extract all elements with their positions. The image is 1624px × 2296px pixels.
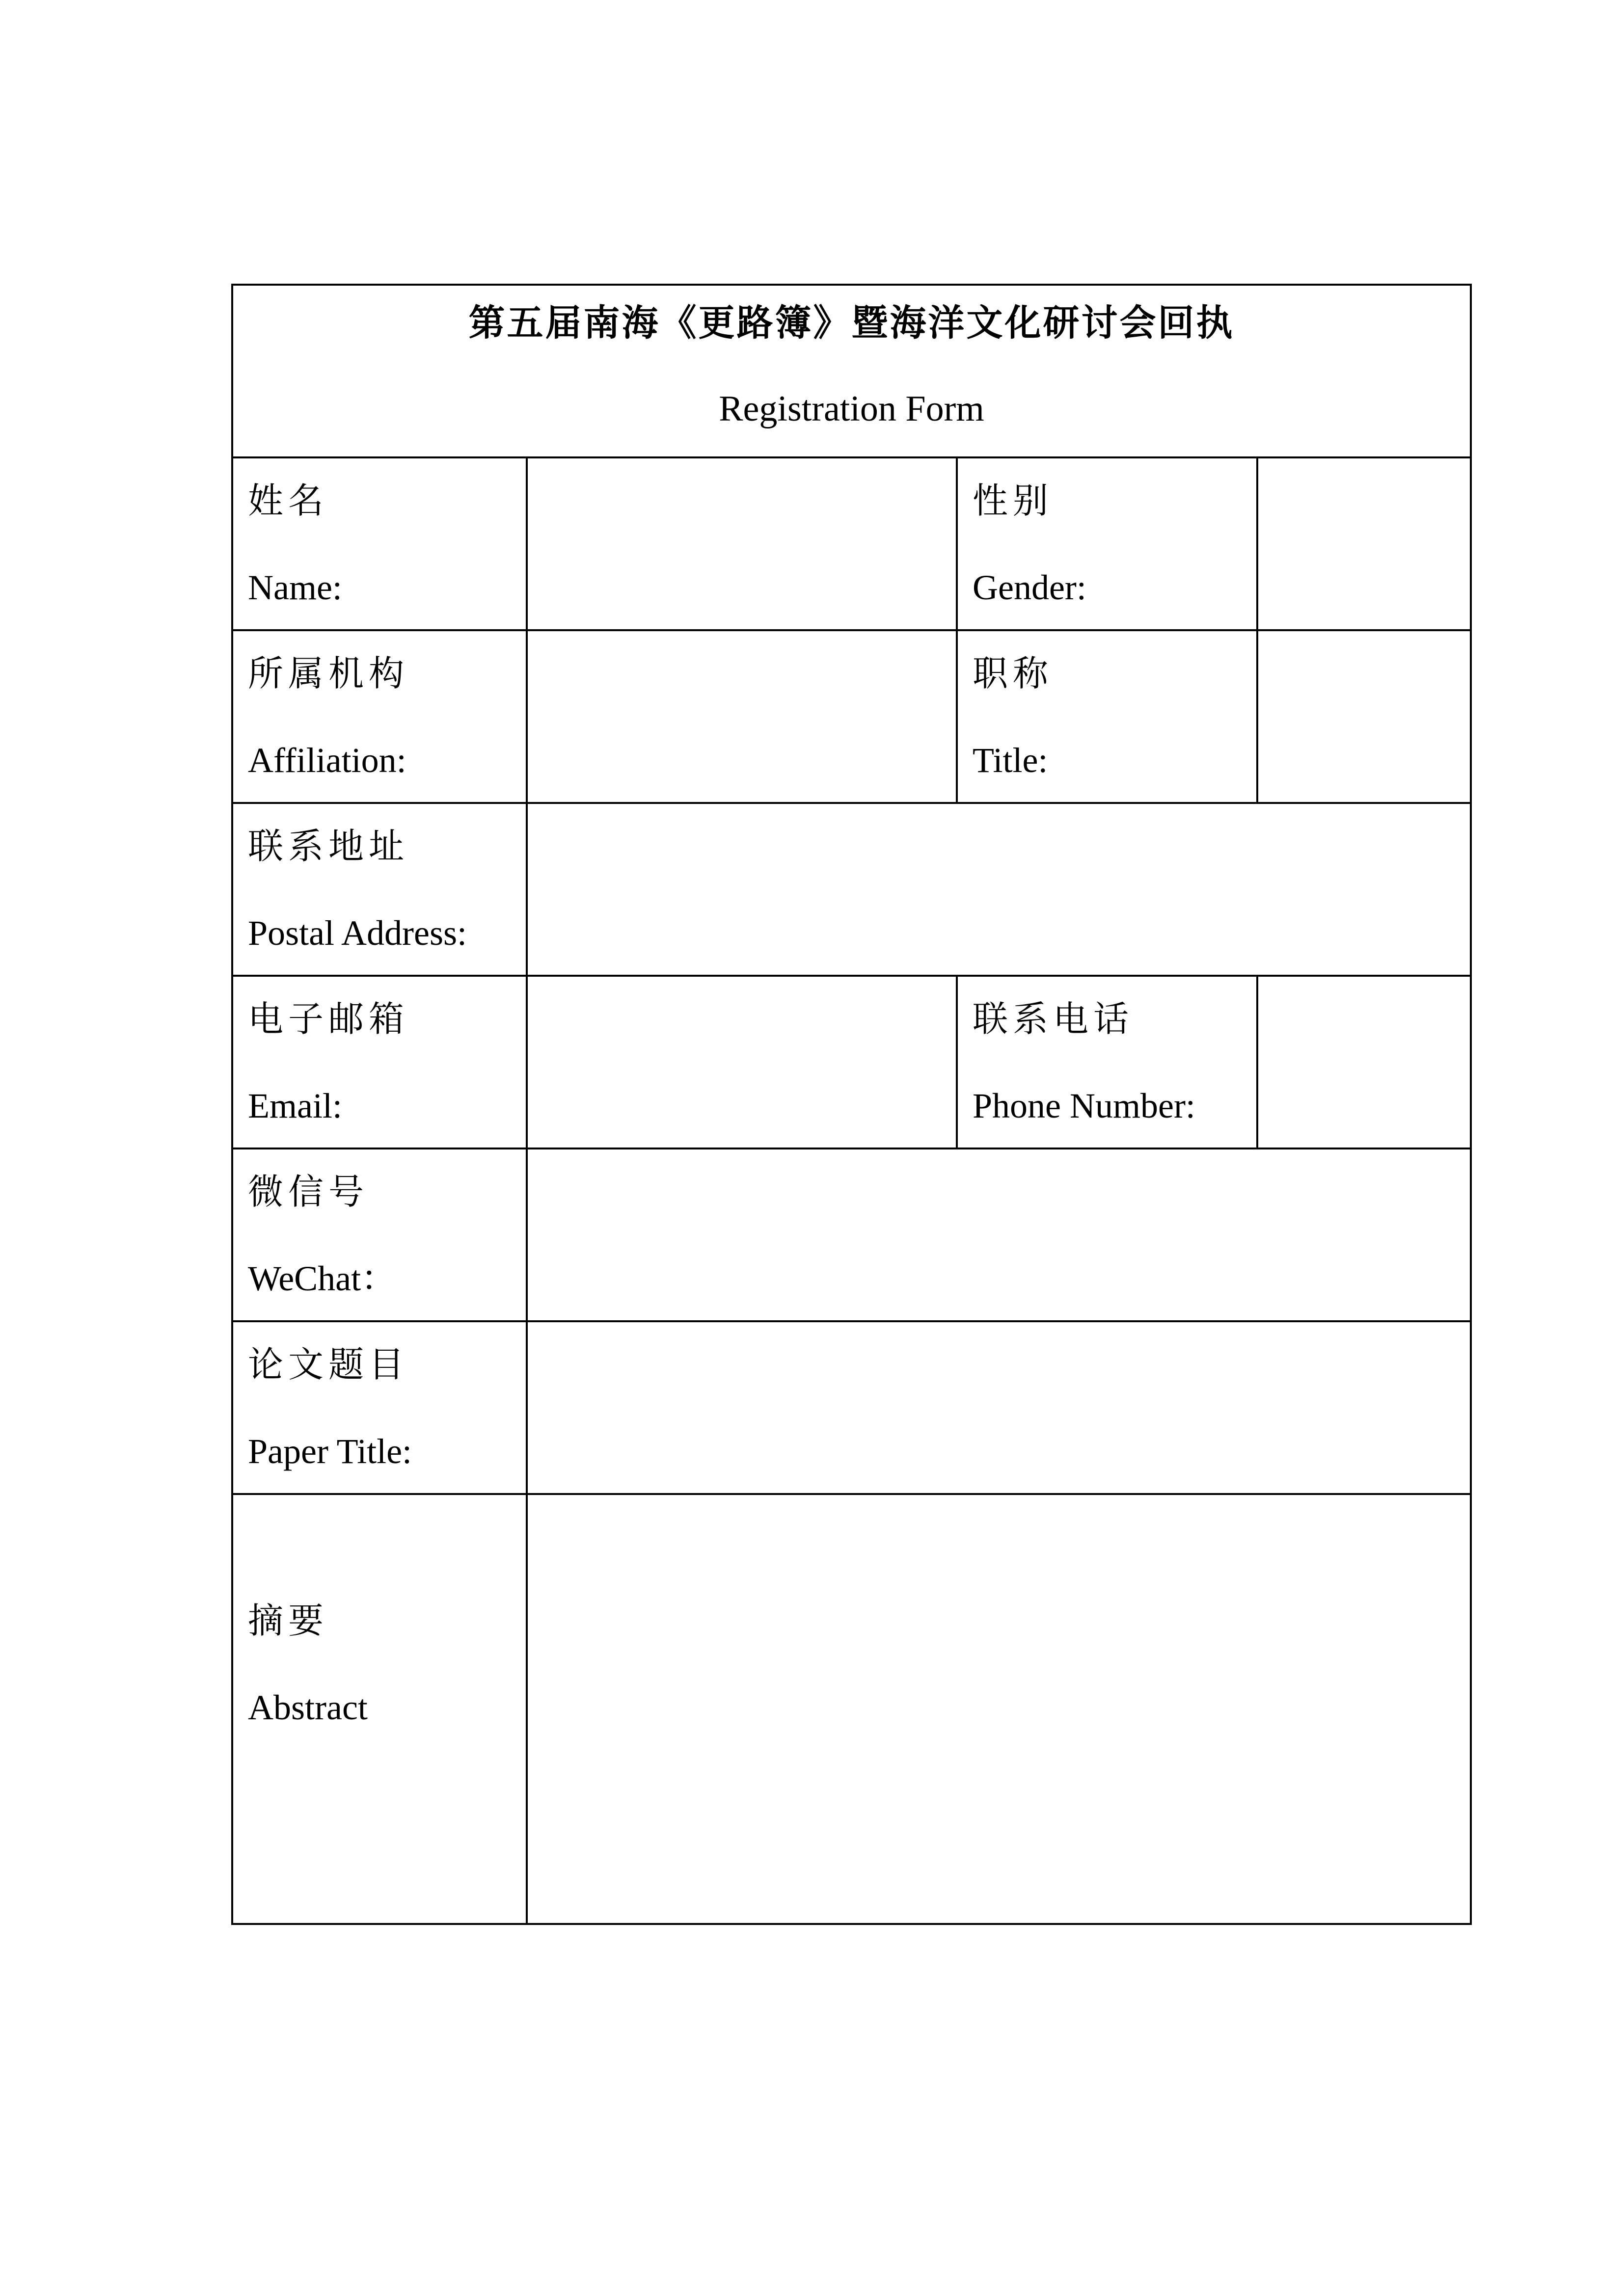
row-name-gender <box>232 457 1471 630</box>
wechat-value[interactable] <box>528 1149 1470 1320</box>
phone-label-cn: 联系电话 <box>973 998 1134 1040</box>
email-field[interactable] <box>527 976 957 1148</box>
gender-field[interactable] <box>1257 457 1471 630</box>
abstract-label-en: Abstract <box>248 1688 368 1727</box>
phone-label <box>957 976 1257 1148</box>
row-postal-address <box>232 803 1471 976</box>
name-label-en: Name: <box>248 568 342 607</box>
form-title-english: Registration Form <box>719 389 984 429</box>
gender-label-en: Gender: <box>973 568 1086 607</box>
name-label-cn: 姓名 <box>248 480 329 521</box>
email-value[interactable] <box>528 977 956 1148</box>
wechat-label-en: WeChat： <box>248 1259 397 1298</box>
affiliation-field[interactable] <box>527 630 957 803</box>
paper-title-label-en: Paper Title: <box>248 1432 412 1471</box>
paper-title-label-cn: 论文题目 <box>248 1344 409 1385</box>
row-abstract <box>232 1494 1471 1924</box>
job-title-field[interactable] <box>1257 630 1471 803</box>
registration-form-table <box>231 284 1472 1925</box>
phone-value[interactable] <box>1258 977 1470 1148</box>
postal-address-value[interactable] <box>528 804 1470 975</box>
form-title-chinese: 第五届南海《更路簿》暨海洋文化研讨会回执 <box>468 303 1235 344</box>
affiliation-value[interactable] <box>528 631 956 802</box>
abstract-field[interactable] <box>527 1494 1471 1924</box>
paper-title-label <box>232 1321 527 1494</box>
job-title-label <box>957 630 1257 803</box>
row-paper-title <box>232 1321 1471 1494</box>
postal-address-label <box>232 803 527 976</box>
postal-address-label-en: Postal Address: <box>248 913 467 953</box>
gender-value[interactable] <box>1258 458 1470 629</box>
job-title-value[interactable] <box>1258 631 1470 802</box>
affiliation-label-cn: 所属机构 <box>248 653 409 694</box>
wechat-label-cn: 微信号 <box>248 1171 369 1212</box>
row-email-phone <box>232 976 1471 1148</box>
job-title-label-en: Title: <box>973 741 1048 780</box>
phone-field[interactable] <box>1257 976 1471 1148</box>
abstract-label-cn: 摘要 <box>248 1600 329 1641</box>
phone-label-en: Phone Number: <box>973 1086 1195 1125</box>
email-label-en: Email: <box>248 1086 342 1125</box>
postal-address-field[interactable] <box>527 803 1471 976</box>
job-title-label-cn: 职称 <box>973 653 1054 694</box>
form-header <box>232 285 1471 457</box>
email-label <box>232 976 527 1148</box>
abstract-label <box>232 1494 527 1924</box>
abstract-value[interactable] <box>528 1495 1470 1923</box>
email-label-cn: 电子邮箱 <box>248 998 409 1040</box>
gender-label <box>957 457 1257 630</box>
affiliation-label-en: Affiliation: <box>248 741 406 780</box>
gender-label-cn: 性别 <box>973 480 1054 521</box>
row-affiliation-title <box>232 630 1471 803</box>
name-label <box>232 457 527 630</box>
name-field[interactable] <box>527 457 957 630</box>
affiliation-label <box>232 630 527 803</box>
wechat-field[interactable] <box>527 1148 1471 1321</box>
wechat-label <box>232 1148 527 1321</box>
paper-title-value[interactable] <box>528 1322 1470 1493</box>
postal-address-label-cn: 联系地址 <box>248 826 409 867</box>
name-value[interactable] <box>528 458 956 629</box>
paper-title-field[interactable] <box>527 1321 1471 1494</box>
row-wechat <box>232 1148 1471 1321</box>
